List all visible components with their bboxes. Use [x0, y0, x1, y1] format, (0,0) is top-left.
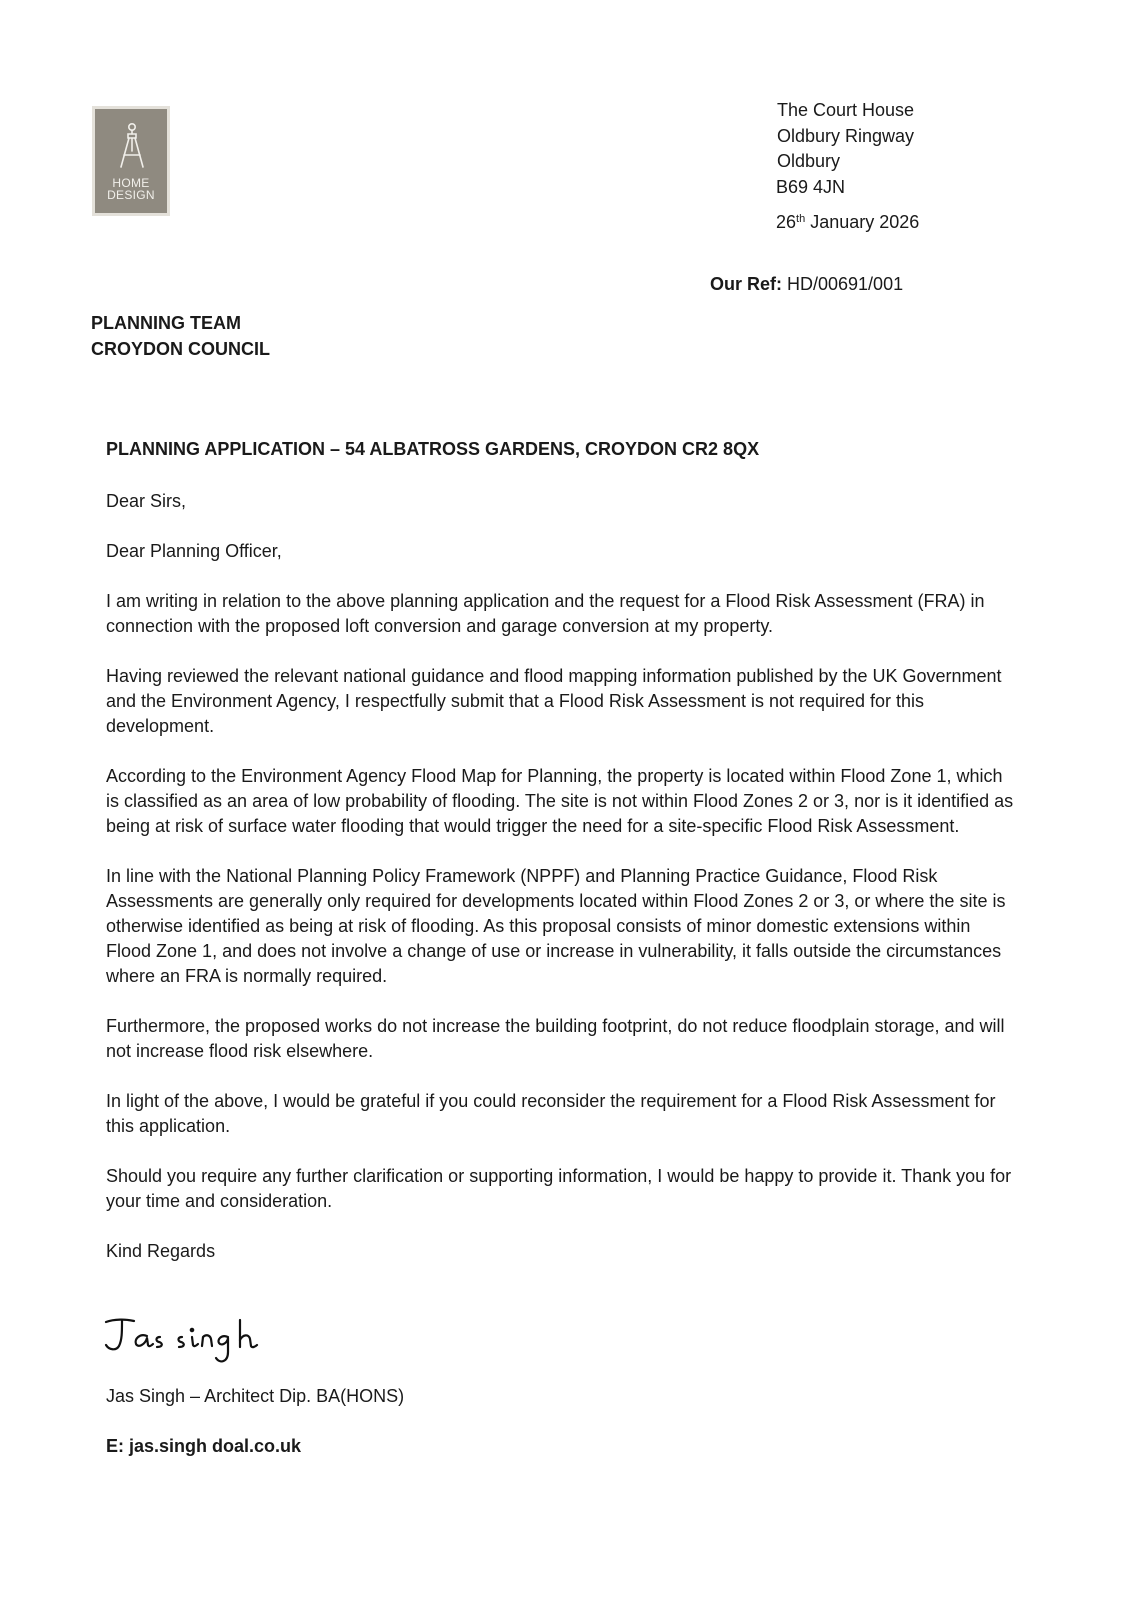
recipient-line-1: PLANNING TEAM — [91, 313, 241, 333]
body-paragraph-2: Having reviewed the relevant national guidance and flood mapping information published by the UK Government and the Environment Agency, I respectfully submit that a Flood Risk Assessment is not required for this development. — [106, 666, 1002, 736]
subject-line: PLANNING APPLICATION – 54 ALBATROSS GARDENS, CROYDON CR2 8QX — [106, 439, 760, 459]
address-line-4: B69 4JN — [776, 176, 846, 197]
reference-label: Our Ref: — [710, 274, 782, 294]
body-paragraph-3: According to the Environment Agency Flood Map for Planning, the property is located within Flood Zone 1, which is classified as an area of low probability of flooding. The site is not within Flood Zones 2 or 3, nor is it identified as being at risk of surface water flooding that would trigger the need for a site-specific Flood Risk Assessment. — [106, 766, 1014, 836]
reference-value: HD/00691/001 — [782, 274, 904, 294]
salutation-sirs: Dear Sirs, — [106, 491, 187, 511]
contact-email: E: jas.singh doal.co.uk — [106, 1436, 302, 1456]
salutation-officer: Dear Planning Officer, — [106, 541, 282, 561]
logo-wordmark — [95, 177, 167, 201]
address-line-1: The Court House — [777, 100, 915, 120]
handwritten-signature — [100, 1312, 290, 1373]
body-paragraph-7: Should you require any further clarification or supporting information, I would be happy to provide it. Thank you for your time and consideration. — [106, 1166, 1012, 1211]
body-paragraph-1: I am writing in relation to the above planning application and the request for a Flood Risk Assessment (FRA) in connection with the proposed loft conversion and garage conversion at my property. — [106, 591, 985, 636]
our-reference — [710, 274, 903, 295]
recipient-block — [91, 311, 270, 362]
logo-line-home: HOME — [112, 176, 150, 190]
logo-line-design: DESIGN — [107, 188, 155, 202]
closing: Kind Regards — [106, 1241, 216, 1261]
company-logo — [92, 106, 170, 216]
date-month-year: January 2026 — [805, 212, 920, 232]
signature-drawing — [100, 1312, 290, 1368]
address-line-3: Oldbury — [777, 151, 841, 171]
date-suffix: th — [796, 213, 806, 225]
sender-address — [777, 98, 914, 200]
letter-date — [776, 212, 919, 233]
compass-icon — [117, 121, 147, 173]
letter-body — [106, 489, 1016, 1289]
body-paragraph-4: In line with the National Planning Policy Framework (NPPF) and Planning Practice Guidance, Flood Risk Assessments are generally only required for developments located within Flood Zones 2 or 3, or where the site is otherwise identified as being at risk of flooding. As this proposal consists of minor domestic extensions within Flood Zone 1, and does not involve a change of use or increase in vulnerability, it falls outside the circumstances where an FRA is normally required. — [106, 866, 1006, 986]
recipient-line-2: CROYDON COUNCIL — [91, 338, 270, 359]
body-paragraph-6: In light of the above, I would be grateful if you could reconsider the requirement for a Flood Risk Assessment for this application. — [106, 1091, 996, 1136]
date-day: 26 — [776, 212, 797, 232]
address-line-2: Oldbury Ringway — [777, 125, 915, 146]
body-paragraph-5: Furthermore, the proposed works do not increase the building footprint, do not reduce floodplain storage, and will not increase flood risk elsewhere. — [106, 1016, 1005, 1061]
signatory-name: Jas Singh – Architect Dip. BA(HONS) — [106, 1386, 405, 1406]
